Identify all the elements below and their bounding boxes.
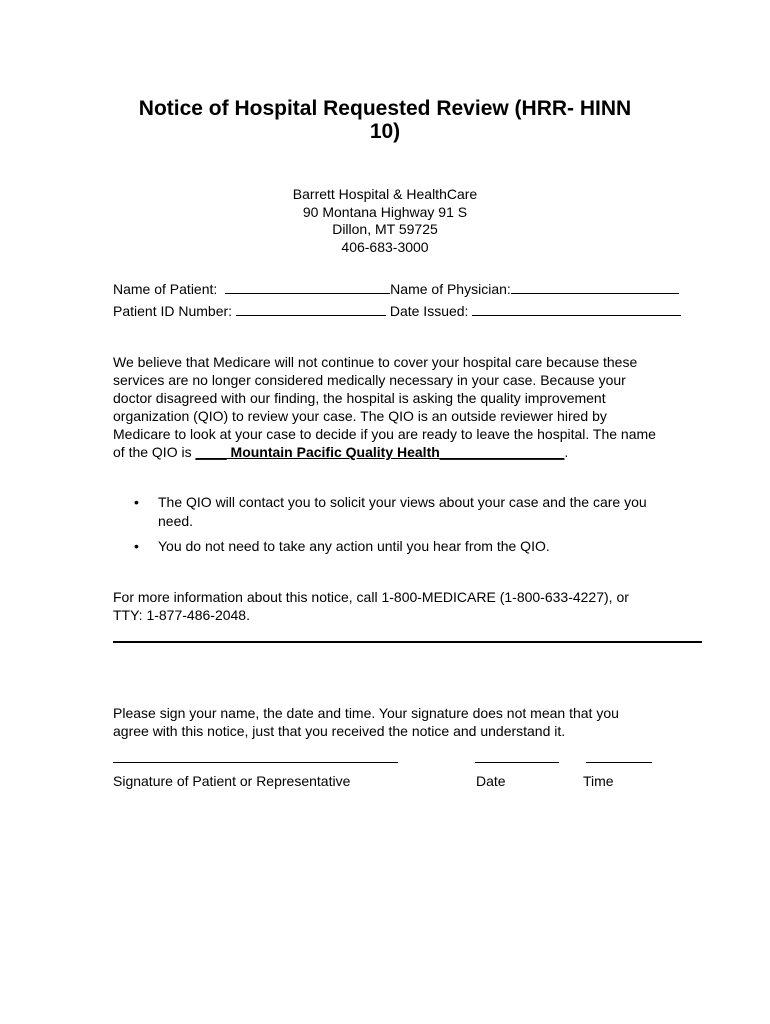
hospital-phone: 406-683-3000 (341, 238, 429, 255)
title-line-1: Notice of Hospital Requested Review (HRR- HINN (138, 97, 632, 120)
notice-line-4: organization (QIO) to review your case. The QIO is an outside reviewer hired by (113, 408, 607, 424)
more-info-paragraph (113, 588, 713, 624)
bullet-icon: • (134, 538, 139, 554)
qio-post-blank: ________________ (439, 444, 565, 460)
bullet-item-qio-contact (113, 493, 713, 533)
time-line[interactable] (586, 762, 652, 763)
time-label: Time (583, 773, 614, 789)
hospital-city: Dillon, MT 59725 (332, 221, 438, 238)
bullet-icon: • (134, 494, 139, 510)
patient-id-date-row (113, 302, 681, 320)
physician-name-field[interactable] (511, 280, 679, 294)
bullet-2-line-1: You do not need to take any action until you hear from the QIO. (158, 538, 550, 554)
notice-line-6 (113, 443, 713, 461)
date-issued-label: Date Issued: (389, 303, 469, 319)
date-line[interactable] (475, 762, 559, 763)
signature-instruction-line-2: agree with this notice, just that you received the notice and understand it. (113, 723, 566, 739)
bullet-item-no-action (113, 537, 713, 557)
notice-line-6-end: . (564, 444, 569, 460)
notice-line-5: Medicare to look at your case to decide if you are ready to leave the hospital. The name (113, 426, 656, 442)
notice-paragraph (113, 353, 713, 461)
bullet-text (158, 493, 718, 531)
document-title (110, 97, 660, 143)
signature-line[interactable] (113, 762, 398, 763)
signature-instruction-line-1: Please sign your name, the date and time. Your signature does not mean that you (113, 705, 619, 721)
bullet-1-line-1: The QIO will contact you to solicit your views about your case and the care you (158, 494, 647, 510)
more-info-line-1: For more information about this notice, call 1-800-MEDICARE (1-800-633-4227), or (113, 589, 629, 605)
hospital-street: 90 Montana Highway 91 S (302, 203, 468, 220)
patient-id-field[interactable] (236, 302, 386, 316)
signature-label: Signature of Patient or Representative (113, 773, 351, 789)
more-info-line-2: TTY: 1-877-486-2048. (113, 607, 250, 623)
notice-line-6-prefix: of the QIO is (113, 444, 196, 460)
patient-name-field[interactable] (225, 280, 390, 294)
qio-pre-blank: ____ (195, 444, 227, 460)
notice-line-2: services are no longer considered medically necessary in your case. Because your (113, 372, 626, 388)
bullet-text (158, 537, 718, 556)
patient-name-label: Name of Patient: (113, 281, 218, 297)
section-divider (113, 641, 702, 643)
physician-name-label: Name of Physician: (390, 281, 511, 297)
hospital-name: Barrett Hospital & HealthCare (292, 186, 478, 202)
qio-name: Mountain Pacific Quality Health (226, 444, 440, 460)
bullet-1-line-2: need. (158, 513, 194, 529)
patient-physician-row (113, 280, 679, 298)
date-label: Date (476, 773, 506, 789)
notice-line-1: We believe that Medicare will not continue to cover your hospital care because these (113, 354, 638, 370)
patient-id-label: Patient ID Number: (113, 303, 233, 319)
signature-instructions (113, 704, 713, 740)
hospital-address-block (235, 186, 535, 256)
date-issued-field[interactable] (472, 302, 681, 316)
title-line-2: 10) (369, 120, 401, 143)
notice-line-3: doctor disagreed with our finding, the hospital is asking the quality improvement (113, 390, 606, 406)
